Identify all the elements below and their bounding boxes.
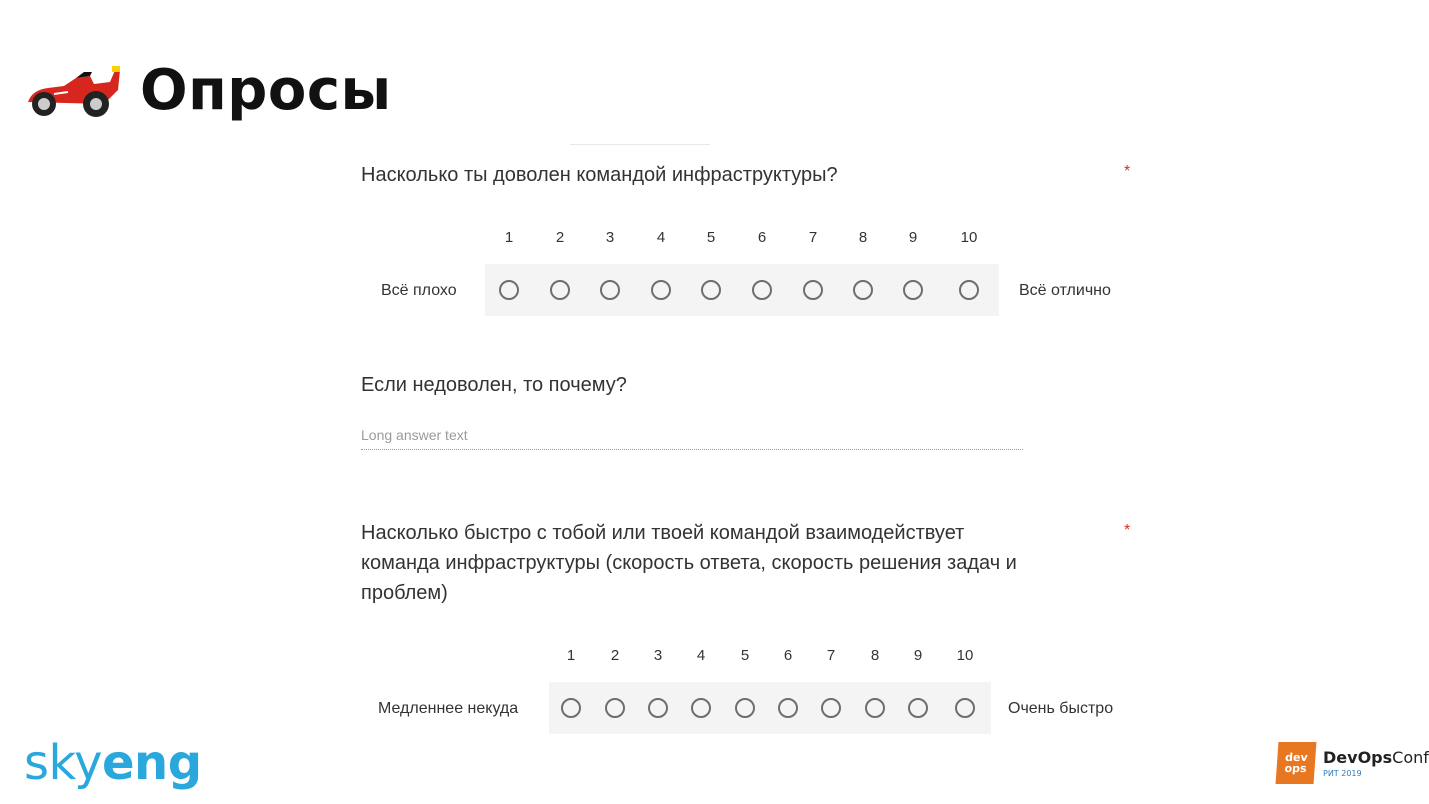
scale-number: 10: [960, 229, 978, 246]
radio-9[interactable]: [903, 280, 923, 300]
radio-10[interactable]: [959, 280, 979, 300]
radio-4[interactable]: [651, 280, 671, 300]
question-1-low-label: Всё плохо: [381, 282, 457, 299]
radio-6[interactable]: [752, 280, 772, 300]
question-1-scale-numbers: [0, 229, 1429, 249]
devops-conf-sub: РИТ 2019: [1323, 769, 1362, 778]
divider: [570, 144, 710, 145]
slide-title: Опросы: [140, 57, 392, 123]
scale-number: 3: [605, 229, 615, 246]
radio-8[interactable]: [853, 280, 873, 300]
scale-number: 5: [740, 647, 750, 664]
required-mark: *: [1124, 522, 1131, 539]
devops-badge: dev ops: [1276, 742, 1317, 784]
scale-number: 2: [610, 647, 620, 664]
scale-number: 6: [783, 647, 793, 664]
question-3-low-label: Медленнее некуда: [378, 700, 519, 717]
radio-9[interactable]: [908, 698, 928, 718]
radio-1[interactable]: [499, 280, 519, 300]
radio-2[interactable]: [550, 280, 570, 300]
scale-number: 5: [706, 229, 716, 246]
scale-number: 1: [566, 647, 576, 664]
long-answer-placeholder: Long answer text: [361, 427, 468, 443]
radio-3[interactable]: [600, 280, 620, 300]
radio-6[interactable]: [778, 698, 798, 718]
radio-1[interactable]: [561, 698, 581, 718]
radio-5[interactable]: [735, 698, 755, 718]
scale-number: 4: [696, 647, 706, 664]
required-mark: *: [1124, 163, 1131, 180]
question-1-high-label: Всё отлично: [1019, 282, 1111, 299]
race-car-icon: [24, 60, 122, 120]
scale-number: 6: [757, 229, 767, 246]
question-3-scale-numbers: [0, 647, 1429, 667]
scale-number: 4: [656, 229, 666, 246]
radio-8[interactable]: [865, 698, 885, 718]
question-3-title-line-3: проблем): [361, 582, 448, 604]
question-3-high-label: Очень быстро: [1008, 700, 1114, 717]
scale-number: 7: [808, 229, 818, 246]
scale-number: 8: [870, 647, 880, 664]
radio-10[interactable]: [955, 698, 975, 718]
scale-number: 3: [653, 647, 663, 664]
scale-number: 10: [956, 647, 974, 664]
radio-7[interactable]: [803, 280, 823, 300]
radio-2[interactable]: [605, 698, 625, 718]
question-3-title-line-1: Насколько быстро с тобой или твоей командой взаимодействует: [361, 522, 965, 544]
skyeng-logo: skyeng: [24, 735, 202, 791]
scale-number: 7: [826, 647, 836, 664]
radio-5[interactable]: [701, 280, 721, 300]
radio-7[interactable]: [821, 698, 841, 718]
scale-number: 9: [908, 229, 918, 246]
devopsconf-logo: [1277, 742, 1429, 784]
scale-number: 9: [913, 647, 923, 664]
scale-number: 8: [858, 229, 868, 246]
slide-header: [24, 50, 392, 130]
question-2-title: Если недоволен, то почему?: [361, 374, 627, 396]
radio-3[interactable]: [648, 698, 668, 718]
question-3-title-line-2: команда инфраструктуры (скорость ответа, скорость решения задач и: [361, 552, 1017, 574]
long-answer-field[interactable]: [361, 425, 1023, 450]
question-1-title: Насколько ты доволен командой инфраструктуры?: [361, 164, 838, 186]
scale-number: 1: [504, 229, 514, 246]
scale-number: 2: [555, 229, 565, 246]
devops-conf-name: DevOpsConf: [1323, 748, 1429, 767]
radio-4[interactable]: [691, 698, 711, 718]
